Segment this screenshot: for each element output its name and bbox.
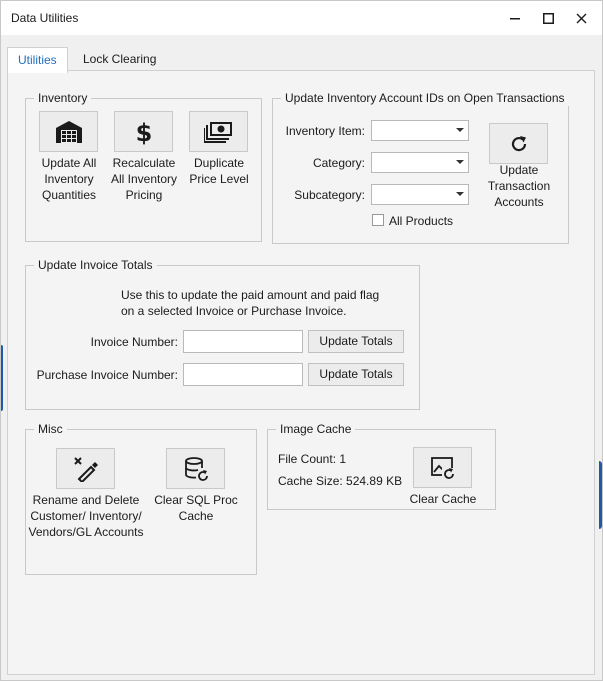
image-cache-group <box>267 422 496 510</box>
maximize-icon <box>543 13 554 24</box>
tab-utilities[interactable]: Utilities <box>7 47 68 73</box>
update-account-ids-group <box>272 91 569 244</box>
clear-sql-proc-cache-caption[interactable]: Clear SQL Proc Cache <box>154 493 238 523</box>
utilities-tab-panel <box>7 70 595 675</box>
recalculate-pricing-caption[interactable]: Recalculate All Inventory Pricing <box>110 156 178 202</box>
invoice-number-input[interactable] <box>183 330 303 353</box>
tab-lock-clearing[interactable]: Lock Clearing <box>83 52 157 66</box>
chevron-down-icon <box>456 160 464 164</box>
purchase-invoice-number-label: Purchase Invoice Number: <box>36 368 178 382</box>
update-transaction-accounts-caption[interactable]: Update Transaction Accounts <box>487 163 551 209</box>
duplicate-price-level-caption[interactable]: Duplicate Price Level <box>189 156 249 186</box>
inventory-item-combo[interactable] <box>371 120 469 141</box>
recalculate-pricing-button[interactable] <box>114 111 173 152</box>
inventory-item-label: Inventory Item: <box>285 124 365 138</box>
clear-image-cache-button[interactable] <box>413 447 472 488</box>
misc-legend: Misc <box>34 421 67 437</box>
money-stack-icon <box>204 120 234 144</box>
update-invoice-totals-button[interactable]: Update Totals <box>308 330 404 353</box>
update-transaction-accounts-button[interactable] <box>489 123 548 164</box>
update-account-ids-legend: Update Inventory Account IDs on Open Transactions <box>281 90 569 106</box>
clear-image-cache-caption[interactable]: Clear Cache <box>409 492 477 506</box>
invoice-totals-group <box>25 258 420 410</box>
update-purchase-invoice-totals-button[interactable]: Update Totals <box>308 363 404 386</box>
subcategory-label: Subcategory: <box>294 188 365 202</box>
image-cache-legend: Image Cache <box>276 421 355 437</box>
purchase-invoice-number-input[interactable] <box>183 363 303 386</box>
title-bar <box>1 1 602 35</box>
all-products-label[interactable]: All Products <box>389 214 454 228</box>
minimize-button[interactable] <box>498 1 532 35</box>
inventory-legend: Inventory <box>34 90 91 106</box>
clear-sql-proc-cache-button[interactable] <box>166 448 225 489</box>
inventory-group <box>25 91 262 242</box>
window-title: Data Utilities <box>11 11 79 25</box>
edit-wand-icon <box>73 456 99 482</box>
image-refresh-icon <box>430 456 456 480</box>
all-products-checkbox[interactable] <box>372 214 384 226</box>
update-inventory-quantities-button[interactable] <box>39 111 98 152</box>
chevron-down-icon <box>456 192 464 196</box>
dollar-icon <box>134 118 154 146</box>
duplicate-price-level-button[interactable] <box>189 111 248 152</box>
invoice-totals-description-line1: Use this to update the paid amount and paid flag <box>121 288 380 302</box>
invoice-totals-description-line2: on a selected Invoice or Purchase Invoice. <box>121 304 347 318</box>
background-window-edge <box>1 345 3 411</box>
database-refresh-icon <box>183 456 209 482</box>
category-label: Category: <box>312 156 365 170</box>
warehouse-icon <box>54 119 84 145</box>
file-count-text: File Count: 1 <box>278 452 347 466</box>
close-icon <box>576 13 587 24</box>
invoice-number-label: Invoice Number: <box>90 335 178 349</box>
svg-text:$: $ <box>135 118 152 146</box>
cache-size-text: Cache Size: 524.89 KB <box>278 474 403 488</box>
rename-delete-accounts-caption[interactable]: Rename and Delete Customer/ Inventory/ Vendors/GL Accounts <box>28 493 144 539</box>
minimize-icon <box>510 13 520 23</box>
rename-delete-accounts-button[interactable] <box>56 448 115 489</box>
misc-group <box>25 422 257 575</box>
close-button[interactable] <box>564 1 598 35</box>
update-inventory-quantities-caption[interactable]: Update All Inventory Quantities <box>41 156 97 202</box>
invoice-totals-legend: Update Invoice Totals <box>34 257 157 273</box>
category-combo[interactable] <box>371 152 469 173</box>
background-window-edge <box>599 461 602 529</box>
refresh-icon <box>509 134 529 154</box>
chevron-down-icon <box>456 128 464 132</box>
maximize-button[interactable] <box>531 1 565 35</box>
subcategory-combo[interactable] <box>371 184 469 205</box>
